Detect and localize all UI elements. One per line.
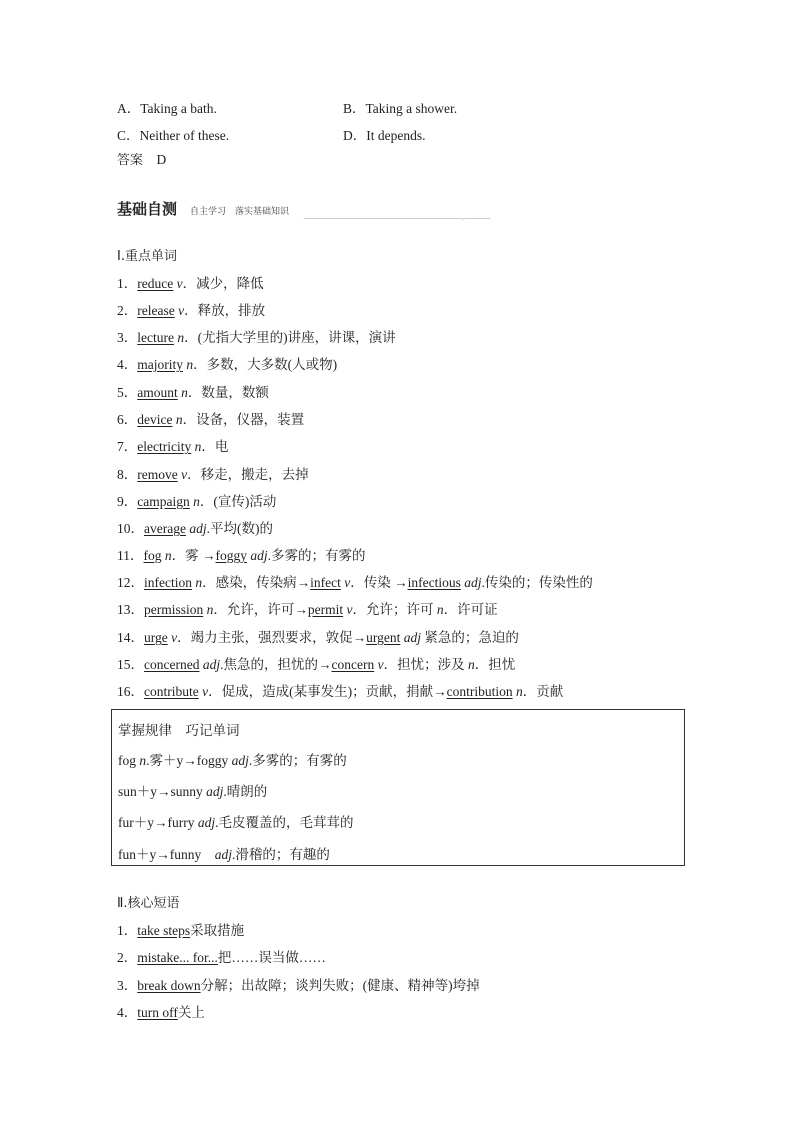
vocab-item-7: 7．electricity n．电 <box>117 439 229 454</box>
section-header <box>117 198 677 222</box>
tipbox-row-3: fur＋y→furry adj.毛皮覆盖的，毛茸茸的 <box>118 815 354 830</box>
vocab-item-8: 8．remove v．移走，搬走，去掉 <box>117 467 309 482</box>
answer-line <box>117 151 166 170</box>
option-d: D．It depends. <box>343 128 426 143</box>
section-subtitle: 自主学习 落实基础知识 <box>190 207 290 217</box>
option-b: B．Taking a shower. <box>343 101 458 116</box>
vocab-item-13: 13．permission n．允许，许可→permit v．允许；许可 n．许可证 <box>117 602 498 617</box>
part1-heading: Ⅰ.重点单词 <box>117 249 177 264</box>
vocab-item-4: 4．majority n．多数，大多数(人或物) <box>117 357 338 372</box>
vocab-item-15: 15．concerned adj.焦急的，担忧的→concern v．担忧；涉及 n．担忧 <box>117 657 516 672</box>
section-title: 基础自测 <box>117 200 178 218</box>
phrase-item-2: 2．mistake... for...把……误当做…… <box>117 950 326 965</box>
vocab-item-6: 6．device n．设备，仪器，装置 <box>117 412 305 427</box>
vocab-item-3: 3．lecture n．(尤指大学里的)讲座，讲课，演讲 <box>117 330 396 345</box>
vocab-item-5: 5．amount n．数量，数额 <box>117 385 269 400</box>
phrase-item-1: 1．take steps采取措施 <box>117 923 245 938</box>
vocab-item-14: 14．urge v．竭力主张，强烈要求，敦促→urgent adj 紧急的；急迫的 <box>117 630 519 645</box>
phrase-item-3: 3．break down分解；出故障；谈判失败；(健康、精神等)垮掉 <box>117 978 480 993</box>
option-a: A．Taking a bath. <box>117 101 217 116</box>
tipbox-row-2: sun＋y→sunny adj.晴朗的 <box>118 784 268 799</box>
tipbox-row-1: fog n.雾＋y→foggy adj.多雾的；有雾的 <box>118 753 347 768</box>
vocab-item-10: 10．average adj.平均(数)的 <box>117 521 273 536</box>
tipbox-row-4: fun＋y→funny adj.滑稽的；有趣的 <box>118 847 330 862</box>
vocab-item-9: 9．campaign n．(宣传)活动 <box>117 494 277 509</box>
vocab-item-1: 1．reduce v．减少，降低 <box>117 276 264 291</box>
part2-heading: Ⅱ.核心短语 <box>117 896 180 911</box>
answer-value: D <box>156 152 167 167</box>
vocab-item-12: 12．infection n．感染，传染病→infect v．传染 →infectious adj.传染的；传染性的 <box>117 575 593 590</box>
tipbox-heading: 掌握规律 巧记单词 <box>118 723 240 739</box>
vocab-item-2: 2．release v．释放，排放 <box>117 303 266 318</box>
memory-tip-box <box>111 709 685 866</box>
option-c: C．Neither of these. <box>117 128 230 143</box>
answer-label: 答案 <box>117 153 144 168</box>
vocab-item-11: 11．fog n．雾 →foggy adj.多雾的；有雾的 <box>117 548 366 563</box>
vocab-item-16: 16．contribute v．促成，造成(某事发生)；贡献，捐献→contribution n．贡献 <box>117 684 564 699</box>
section-rule-line <box>117 218 677 220</box>
phrase-item-4: 4．turn off关上 <box>117 1005 205 1020</box>
